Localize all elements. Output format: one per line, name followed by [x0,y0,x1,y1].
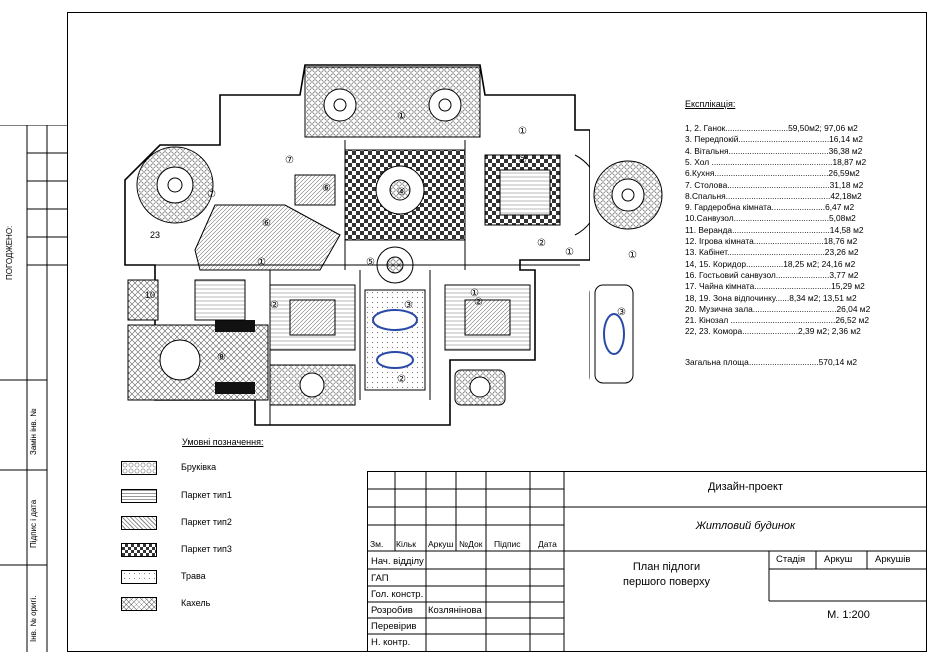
tb-role-developer: Розробив [371,605,413,616]
tb-sheet-title-2: першого поверху [623,576,710,588]
plan-label-5: ⑤ [366,257,375,268]
plan-label-7b: ⑦ [207,189,216,200]
plan-label-6b: ⑥ [322,183,331,194]
tb-col-kilk: Кільк [396,539,416,549]
explication-row: 7. Столова............................................31,18 м2 [685,179,864,190]
plan-label-1a: ① [397,111,406,122]
explication-row: 8.Спальня.............................................42,18м2 [685,190,862,201]
tb-stage-header: Стадія [776,554,806,565]
tb-role-checked: Перевірив [371,621,417,632]
plan-label-7: ⑦ [285,155,294,166]
tb-col-zm: Зм. [370,539,384,549]
tb-role-gap: ГАП [371,573,389,584]
legend-label-grass: Трава [181,571,206,581]
plan-label-1b: ① [518,126,527,137]
tb-sheets-header: Аркушів [875,554,911,565]
plan-label-23: 23 [150,230,161,240]
explication-row: 13. Кабінет..........................................23,26 м2 [685,247,859,258]
round-room-right [588,140,668,250]
explication-row: 22, 23. Комора........................2,39 м2; 2,36 м2 [685,326,861,337]
legend-label-parquet2: Паркет тип2 [181,517,232,527]
veranda-right [590,280,640,390]
tb-col-pidpys: Підпис [494,539,521,549]
porch-rosette-right [429,89,461,121]
explication-row: 18, 19. Зона відпочинку......8,34 м2; 13,51 м2 [685,292,857,303]
explication-row: 21. Кінозал .............................................26,52 м2 [685,315,870,326]
legend-label-parquet1: Паркет тип1 [181,490,232,500]
explication-row: 17. Чайна кімната.................................15,29 м2 [685,281,865,292]
tb-developer-name: Козлянінова [428,605,482,616]
tb-project-type: Дизайн-проект [708,481,783,493]
porch-rosette-left [324,89,356,121]
legend-swatch-parquet3 [121,543,157,557]
legend-swatch-parquet2 [121,516,157,530]
legend-label-cobble: Бруківка [181,462,217,472]
plan-label-4: ④ [397,187,406,198]
plan-label-1f: ① [470,288,479,299]
explication-row: 4. Вітальня...........................................36,38 м2 [685,145,863,156]
plan-label-2a: ② [518,155,527,166]
legend-swatch-cobble [121,461,157,475]
legend-label-tile: Кахель [181,598,211,608]
side-approved-label: ПОГОДЖЕНО: [5,225,14,280]
explication-total: Загальна площа..............................570,14 м2 [685,357,857,367]
tb-role-norm-control: Н. контр. [371,637,411,648]
tb-role-chief-constr: Гол. констр. [371,589,424,600]
explication-row: 3. Передпокій.......................................16,14 м2 [685,134,863,145]
explication-row: 6.Кухня.................................................26,59м2 [685,168,860,179]
explication-row: 20. Музична зала....................................26,04 м2 [685,303,871,314]
plan-label-3: ③ [404,300,413,311]
legend-title: Умовні позначення: [182,437,264,447]
explication-row: 11. Веранда..........................................14,58 м2 [685,224,864,235]
legend-swatch-parquet1 [121,489,157,503]
plan-label-2d: ② [474,297,483,308]
explication-row: 1, 2. Ганок...........................59,50м2; 97,06 м2 [685,123,858,133]
plan-label-10: 10 [145,290,156,300]
explication-title: Експлікація: [685,99,736,109]
floor-plan [120,55,590,430]
explication-row: 9. Гардеробна кімната.......................6,47 м2 [685,202,855,213]
tb-col-data: Дата [538,539,557,549]
tb-col-arkush: Аркуш [428,539,454,549]
plan-label-8: ⑧ [217,352,226,363]
tb-role-head: Нач. відділу [371,556,424,567]
explication-row: 5. Хол ....................................................18,87 м2 [685,156,867,167]
tb-scale: М. 1:200 [827,609,870,621]
explication-row: 12. Ігрова кімната..............................18,76 м2 [685,236,858,246]
explication-row: 14, 15. Коридор................18,25 м2; 24,16 м2 [685,258,856,269]
plan-label-6: ⑥ [262,218,271,229]
plan-label-3b: ③ [617,307,626,318]
plan-label-2e: ② [397,374,406,385]
legend-swatch-tile [121,597,157,611]
tb-sheet-header: Аркуш [824,554,853,565]
side-sign-date-label: Підпис і дата [29,499,38,548]
side-inv-orig-label: Інв. № оригі. [29,595,38,642]
explication-row: 10.Санвузол.........................................5,08м2 [685,213,856,224]
tb-sheet-title-1: План підлоги [632,561,701,573]
legend-swatch-grass [121,570,157,584]
plan-label-2c: ② [270,300,279,311]
side-stamp-grid [0,125,67,652]
tb-object: Житловий будинок [695,520,796,532]
legend-label-parquet3: Паркет тип3 [181,544,232,554]
plan-label-1d: ① [628,250,637,261]
explication-row: 16. Гостьовий санвузол.......................3,77 м2 [685,269,859,280]
plan-label-1c: ① [565,247,574,258]
plan-label-2b: ② [537,238,546,249]
side-stamp-strip [0,125,67,652]
side-replaced-inv-label: Замін інв. № [29,408,38,455]
plan-label-1e: ① [257,257,266,268]
tb-col-nodok: №Док [459,539,483,549]
